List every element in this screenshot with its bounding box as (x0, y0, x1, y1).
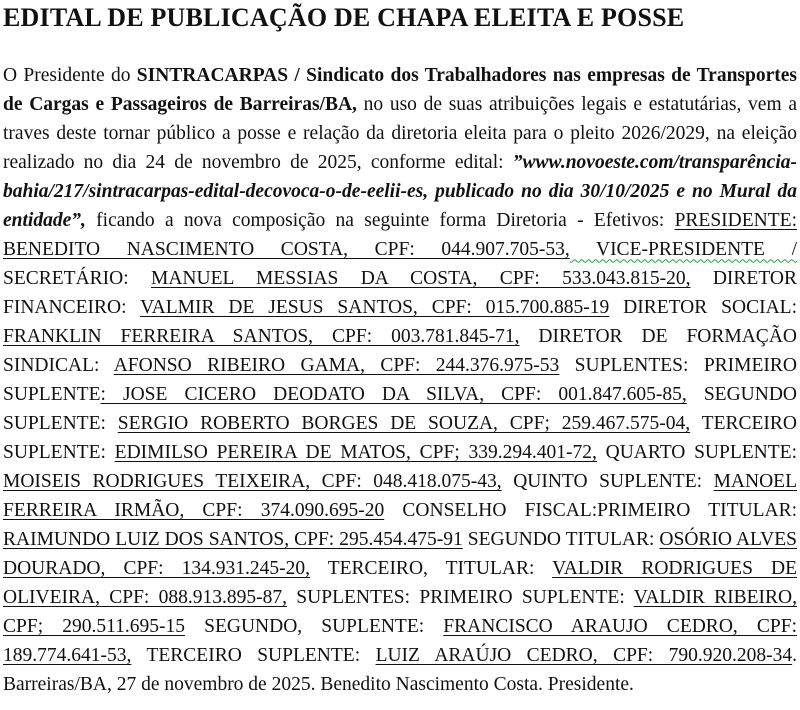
text-segment: SEGUNDO TITULAR: (462, 528, 660, 550)
text-segment: SUPLENTES: PRIMEIRO SUPLENTE (3, 354, 797, 405)
text-segment: SINTRACARPAS / Sindicato dos Trabalhadores nas empresas de Transportes de Cargas e Passageiros de Barreiras/BA, (3, 64, 798, 115)
document-body (3, 61, 797, 699)
text-segment: PRESIDENTE: BENEDITO NASCIMENTO COSTA, CPF: 044.907.705-53, (3, 209, 797, 260)
text-segment: DIRETOR DE FORMAÇÃO SINDICAL: (3, 325, 797, 376)
text-segment: OSÓRIO ALVES DOURADO, CPF: 134.931.245-20, (3, 528, 797, 579)
text-segment: ficando a nova composição na seguinte forma Diretoria - Efetivos: (85, 209, 675, 231)
text-segment: AFONSO RIBEIRO GAMA, CPF: 244.376.975-53 (113, 354, 560, 376)
text-segment: TERCEIRO SUPLENTE: (3, 412, 797, 463)
text-segment: VALDIR RIBEIRO, CPF; 290.511.695-15 (3, 586, 797, 637)
text-segment: MANOEL FERREIRA IRMÃO, CPF: 374.090.695-20 (3, 470, 797, 521)
text-segment: DIRETOR SOCIAL: (609, 296, 797, 318)
text-segment: VALDIR RODRIGUES DE OLIVEIRA, CPF: 088.913.895-87, (3, 557, 797, 608)
text-segment: SEGUNDO, SUPLENTE: (185, 615, 444, 637)
text-segment: MOISEIS RODRIGUES TEIXEIRA, CPF: 048.418.075-43, (3, 470, 502, 492)
text-segment: : JOSE CICERO DEODATO DA SILVA, CPF: 001.847.605-85, (100, 383, 687, 405)
text-segment: VALMIR DE JESUS SANTOS, CPF: 015.700.885-19 (140, 296, 610, 318)
text-segment: FRANCISCO ARAUJO CEDRO, CPF: 189.774.641-53, (3, 615, 797, 666)
text-segment: CONSELHO FISCAL:PRIMEIRO TITULAR: (384, 499, 797, 521)
text-segment: MANUEL MESSIAS DA COSTA, CPF: 533.043.815-20, (151, 267, 691, 289)
text-segment: SECRETÁRIO: (3, 267, 152, 289)
text-segment: ”www.novoeste.com/transparência-bahia/217/sintracarpas-edital-decovoca-o-de-eelii-es, publicado no dia 30/10/2025 e no Mural da entidade”, (3, 151, 797, 231)
text-segment: SEGUNDO SUPLENTE: (3, 383, 797, 434)
text-segment: O Presidente do (3, 64, 137, 86)
text-segment: FRANKLIN FERREIRA SANTOS, CPF: 003.781.845-71, (3, 325, 520, 347)
text-segment: . Barreiras/BA, 27 de novembro de 2025. Benedito Nascimento Costa. Presidente. (3, 644, 797, 695)
text-segment: QUINTO SUPLENTE: (501, 470, 714, 492)
text-segment: DIRETOR FINANCEIRO: (3, 267, 797, 318)
text-segment: VICE-PRESIDENTE / (569, 238, 797, 260)
text-segment: TERCEIRO SUPLENTE: (131, 644, 376, 666)
text-segment: LUIZ ARAÚJO CEDRO, CPF: 790.920.208-34 (375, 644, 793, 666)
text-segment: QUARTO SUPLENTE: (596, 441, 797, 463)
text-segment: EDIMILSO PEREIRA DE MATOS, CPF; 339.294.401-72, (114, 441, 597, 463)
text-segment: no uso de suas atribuições legais e estatutárias, vem a traves deste tornar público a posse e relação da diretoria eleita para o pleito 2026/2029, na eleição realizado no dia 24 de novembro de 2025, conforme edital: (3, 93, 797, 173)
text-segment: SUPLENTES: PRIMEIRO SUPLENTE: (287, 586, 634, 608)
text-segment: RAIMUNDO LUIZ DOS SANTOS, CPF: 295.454.475-91 (3, 528, 463, 550)
text-segment: SERGIO ROBERTO BORGES DE SOUZA, CPF; 259.467.575-04, (117, 412, 691, 434)
text-segment: TERCEIRO, TITULAR: (309, 557, 553, 579)
document-title: EDITAL DE PUBLICAÇÃO DE CHAPA ELEITA E POSSE (3, 3, 685, 32)
